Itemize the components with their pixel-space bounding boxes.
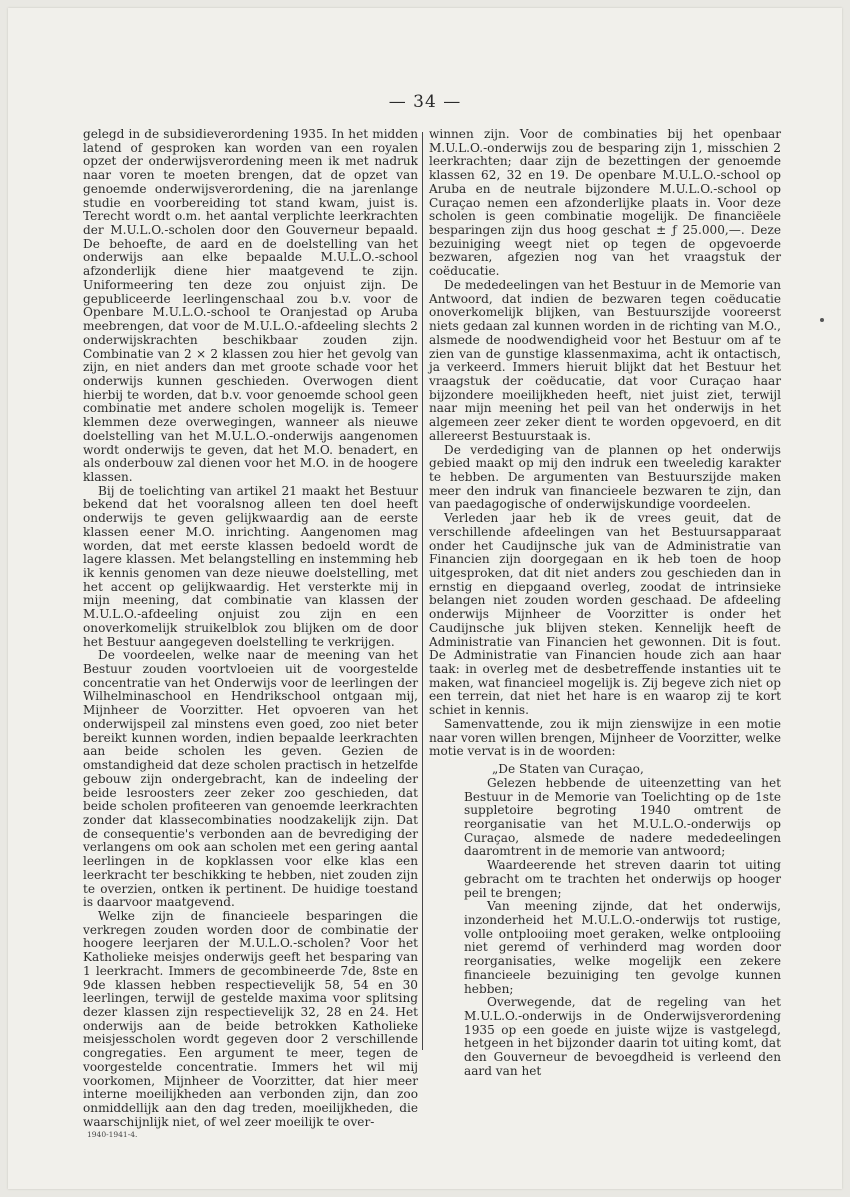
paragraph: Bij de toelichting van artikel 21 maakt het Bestuur bekend dat het vooralsnog alleen ten doel heeft onderwijs te geven gelijkwaardig aan de eerste klassen eener M.O. inrichting. Aangenomen mag worden, dat met eerste klassen bedoeld wordt de lagere klassen. Met belangstelling en instemming heb ik kennis genomen van deze nieuwe doelstelling, met het accent op gelijkwaardig. Het versterkte mij in mijn meening, dat combinatie van klassen der M.U.L.O.-afdeeling onjuist zou zijn en een onoverkomelijk struikelblok zou blijken om de door het Bestuur aangegeven doelstelling te verkrijgen.: [83, 483, 418, 649]
paragraph: gelegd in de subsidieverordening 1935. In het midden latend of gesproken kan worden van een royalen opzet der onderwijsverordening meen ik met nadruk naar voren te moeten brengen, dat de opzet van genoemde onderwijsverordening, die na jarenlange studie en voorbereiding tot stand kwam, juist is. Terecht wordt o.m. het aantal verplichte leerkrachten der M.U.L.O.-scholen door den Gouverneur bepaald. De behoefte, de aard en de doelstelling van het onderwijs aan elke bepaalde M.U.L.O.-school afzonderlijk diene hier maatgevend te zijn. Uniformeering ten deze zou onjuist zijn. De gepubliceerde leerlingenschaal zou b.v. voor de Openbare M.U.L.O.-school te Oranjestad op Aruba meebrengen, dat voor de M.U.L.O.-afdeeling slechts 2 onderwijskrachten beschikbaar zouden zijn. Combinatie van 2 × 2 klassen zou hier het gevolg van zijn, en niet anders dan met groote schade voor het onderwijs kunnen geschieden. Overwogen dient hierbij te worden, dat b.v. voor genoemde school geen combinatie met andere scholen mogelijk is. Temeer klemmen deze overwegingen, wanneer als nieuwe doelstelling van het M.U.L.O.-onderwijs aangenomen wordt onderwijs te geven, dat het M.O. benadert, en als onderbouw zal dienen voor het M.O. in de hoogere klassen.: [83, 127, 418, 484]
motion-heading: „De Staten van Curaçao,: [492, 762, 644, 777]
motion-clause: Gelezen hebbende de uiteenzetting van het Bestuur in de Memorie van Toelichting op de 1ste suppletoire begroting 1940 omtrent de reorganisatie van het M.U.L.O.-onderwijs op Curaçao, alsmede de nadere mededeelingen daaromtrent in de memorie van antwoord;: [464, 775, 781, 859]
column-divider: [422, 132, 423, 1050]
motion-clause: Van meening zijnde, dat het onderwijs, inzonderheid het M.U.L.O.-onderwijs tot rustige, volle ontplooiing moet geraken, welke ontplooiing niet geremd of verhinderd mag worden door reorganisaties, welke mogelijk een zekere financieele bezuiniging ten gevolge kunnen hebben;: [464, 899, 781, 996]
motion-clause: Waardeerende het streven daarin tot uiting gebracht om te trachten het onderwijs op hooger peil te brengen;: [464, 858, 781, 900]
left-column: [83, 128, 418, 1129]
paragraph: Welke zijn de financieele besparingen die verkregen zouden worden door de combinatie der hoogere leerjaren der M.U.L.O.-scholen? Voor het Katholieke meisjes onderwijs geeft het besparing van 1 leerkracht. Immers de gecombineerde 7de, 8ste en 9de klassen hebben respectievelijk 58, 54 en 30 leerlingen, terwijl de gestelde maxima voor splitsing dezer klassen zijn respectievelijk 32, 28 en 24. Het onderwijs aan de beide betrokken Katholieke meisjesscholen wordt gegeven door 2 verschillende congregaties. Een argument te meer, tegen de voorgestelde concentratie. Immers het wil mij voorkomen, Mijnheer de Voorzitter, dat hier meer interne moeilijkheden aan verbonden zijn, dan zoo onmiddellijk aan den dag treden, moeilijkheden, die waarschijnlijk niet, of wel zeer moeilijk te over-: [83, 908, 418, 1129]
right-column: [429, 128, 781, 1079]
paragraph: winnen zijn. Voor de combinaties bij het openbaar M.U.L.O.-onderwijs zou de besparing zijn 1, misschien 2 leerkrachten; daar zijn de bezettingen der genoemde klassen 62, 32 en 19. De openbare M.U.L.O.-school op Aruba en de neutrale bijzondere M.U.L.O.-school op Curaçao nemen een afzonderlijke plaats in. Voor deze scholen is geen combinatie mogelijk. De financiëele besparingen zijn dus hoog geschat ± ƒ 25.000,—. Deze bezuiniging weegt niet op tegen de opgevoerde bezwaren, afgezien nog van het vraagstuk der coëducatie.: [429, 127, 781, 279]
margin-dot: [820, 318, 824, 322]
motion-clause: Overwegende, dat de regeling van het M.U.L.O.-onderwijs in de Onderwijsverordening 1935 op een goede en juiste wijze is vastgelegd, hetgeen in het bijzonder daarin tot uiting komt, dat den Gouverneur de bevoegdheid is verleend den aard van het: [464, 995, 781, 1078]
footer-code: 1940-1941-4.: [87, 1130, 138, 1139]
page-number: — 34 —: [388, 92, 462, 112]
paragraph: De voordeelen, welke naar de meening van het Bestuur zouden voortvloeien uit de voorgestelde concentratie van het Onderwijs voor de leerlingen der Wilhelminaschool en Hendrikschool ontgaan mij, Mijnheer de Voorzitter. Het opvoeren van het onderwijspeil zal minstens even goed, zoo niet beter bereikt kunnen worden, indien bepaalde leerkrachten aan beide scholen les geven. Gezien de omstandigheid dat deze scholen practisch in hetzelfde gebouw zijn ondergebracht, kan de indeeling der beide lesroosters zeer zeker zoo geschieden, dat beide scholen profiteeren van genoemde leerkrachten zonder dat klassecombinaties noodzakelijk zijn. Dat de consequentie's verbonden aan de bevrediging der verlangens om ook aan scholen met een gering aantal leerlingen in de kopklassen voor elke klas een leerkracht ter beschikking te hebben, niet zouden zijn te overzien, ontken ik pertinent. De huidige toestand is daarvoor maatgevend.: [83, 648, 418, 910]
paragraph: De verdediging van de plannen op het onderwijs gebied maakt op mij den indruk een tweeledig karakter te hebben. De argumenten van Bestuurszijde maken meer den indruk van financieele bezwaren te zijn, dan van paedagogische of onderwijskundige voordeelen.: [429, 442, 781, 512]
paragraph: De mededeelingen van het Bestuur in de Memorie van Antwoord, dat indien de bezwaren tegen coëducatie onoverkomelijk blijken, van Bestuurszijde vooreerst niets gedaan zal kunnen worden in de richting van M.O., alsmede de noodwendigheid voor het Bestuur om af te zien van de gunstige klassenmaxima, acht ik ontactisch, ja verkeerd. Immers hieruit blijkt dat het Bestuur het vraagstuk der coëducatie, dat voor Curaçao haar bijzondere moeilijkheden heeft, niet juist ziet, terwijl naar mijn meening het peil van het onderwijs in het algemeen zeer zeker dient te worden opgevoerd, en dit allereerst Bestuurstaak is.: [429, 277, 781, 443]
paragraph: Samenvattende, zou ik mijn zienswijze in een motie naar voren willen brengen, Mijnheer de Voorzitter, welke motie vervat is in de woorden:: [429, 716, 781, 759]
paragraph: Verleden jaar heb ik de vrees geuit, dat de verschillende afdeelingen van het Bestuursapparaat onder het Caudijnsche juk van de Administratie van Financien zijn doorgegaan en ik heb toen de hoop uitgesproken, dat dit niet anders zou geschieden dan in ernstig en diepgaand overleg, zoodat de intrinsieke belangen niet zouden worden geschaad. De afdeeling onderwijs Mijnheer de Voorzitter is onder het Caudijnsche juk blijven steken. Kennelijk heeft de Administratie van Financien het gewonnen. Dit is fout. De Administratie van Financien houde zich aan haar taak: in overleg met de desbetreffende instanties uit te maken, wat financieel mogelijk is. Zij begeve zich niet op een terrein, dat niet het hare is en waarop zij te kort schiet in kennis.: [429, 511, 781, 718]
